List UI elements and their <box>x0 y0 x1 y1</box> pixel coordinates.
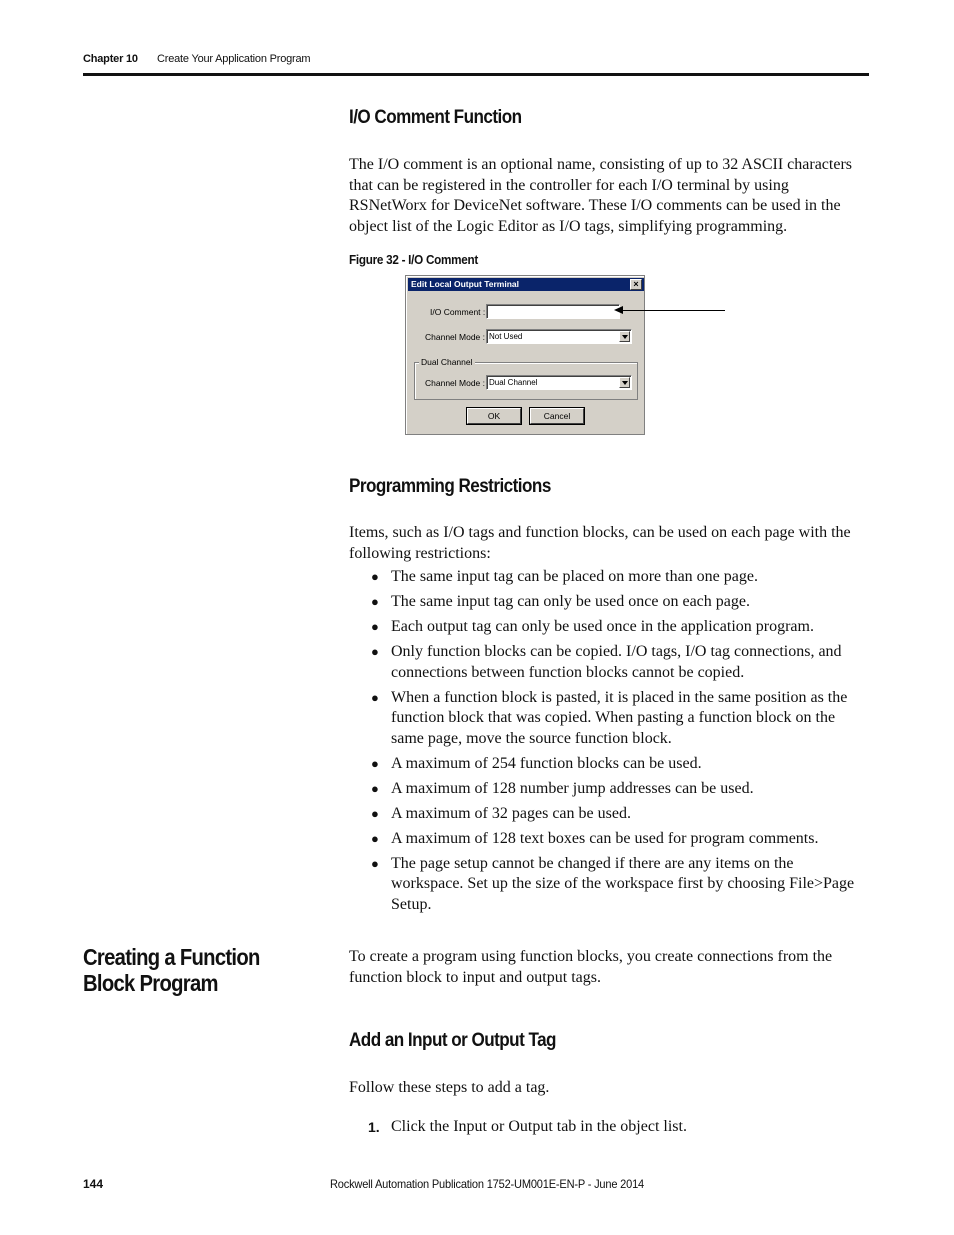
list-item <box>349 688 869 750</box>
io-comment-input[interactable] <box>486 304 620 319</box>
header-rule <box>83 73 869 76</box>
dual-channel-mode-select[interactable] <box>486 375 632 390</box>
list-item <box>349 779 869 800</box>
dual-channel-mode-value: Dual Channel <box>489 378 538 387</box>
list-item-text: Only function blocks can be copied. I/O tags, I/O tag connections, and connections between function blocks cannot be copied. <box>391 643 842 681</box>
chapter-label: Chapter 10 <box>83 53 138 65</box>
bullet-icon: ● <box>371 619 379 634</box>
dual-channel-mode-label: Channel Mode : <box>425 378 486 388</box>
edit-output-terminal-dialog <box>405 275 645 435</box>
list-item-text: Each output tag can only be used once in the application program. <box>391 618 814 635</box>
list-item-text: When a function block is pasted, it is placed in the same position as the function block that was copied. When pasting a function block on the same page, move the source function block. <box>391 688 848 747</box>
cancel-button[interactable]: Cancel <box>530 408 584 424</box>
add-tag-body: Follow these steps to add a tag. <box>349 1079 550 1096</box>
dialog-title: Edit Local Output Terminal <box>411 279 519 289</box>
list-item-text: A maximum of 128 number jump addresses can be used. <box>391 779 754 797</box>
page-number: 144 <box>83 1177 104 1191</box>
chevron-down-icon[interactable] <box>619 331 630 342</box>
bullet-icon: ● <box>371 644 379 659</box>
list-item <box>349 567 869 588</box>
dual-channel-group-label: Dual Channel <box>421 357 473 367</box>
list-item-text: A maximum of 254 function blocks can be used. <box>391 754 702 772</box>
chevron-down-icon[interactable] <box>619 377 630 388</box>
bullet-icon: ● <box>371 755 379 771</box>
list-item-text: A maximum of 128 text boxes can be used for program comments. <box>391 829 819 847</box>
close-icon[interactable]: × <box>630 279 642 290</box>
ok-button[interactable]: OK <box>467 408 521 424</box>
bullet-icon: ● <box>371 830 379 846</box>
io-comment-heading: I/O Comment Function <box>349 107 522 128</box>
step-text: Click the Input or Output tab in the object list. <box>391 1118 687 1135</box>
list-item <box>349 617 869 638</box>
list-item-text: The same input tag can be placed on more than one page. <box>391 568 758 585</box>
callout-line <box>618 310 725 311</box>
bullet-icon: ● <box>371 855 379 871</box>
list-item-text: The page setup cannot be changed if there are any items on the workspace. Set up the size of the workspace first by choosing File>Page Setup. <box>391 854 855 913</box>
chapter-title: Create Your Application Program <box>157 53 311 65</box>
bullet-icon: ● <box>371 780 379 796</box>
publication-info: Rockwell Automation Publication 1752-UM001E-EN-P - June 2014 <box>330 1177 645 1191</box>
bullet-icon: ● <box>371 689 379 705</box>
callout-arrow-icon <box>614 306 623 314</box>
restrictions-list <box>349 567 869 920</box>
figure-caption: Figure 32 - I/O Comment <box>349 252 479 267</box>
list-item <box>349 829 869 850</box>
list-item <box>349 754 869 775</box>
restrictions-heading: Programming Restrictions <box>349 476 551 497</box>
bullet-icon: ● <box>371 594 379 609</box>
list-item <box>349 804 869 825</box>
step-number: 1. <box>368 1119 380 1135</box>
list-item-text: A maximum of 32 pages can be used. <box>391 804 631 822</box>
add-tag-heading: Add an Input or Output Tag <box>349 1030 556 1051</box>
channel-mode-select[interactable] <box>486 329 632 344</box>
list-item <box>349 592 869 613</box>
channel-mode-label: Channel Mode : <box>425 332 486 342</box>
creating-body: To create a program using function blocks, you create connections from the function block to input and output tags. <box>349 948 833 986</box>
io-comment-body: The I/O comment is an optional name, consisting of up to 32 ASCII characters that can be registered in the controller for each I/O terminal by using RSNetWorx for DeviceNet software. These I/O comments can be used in the object list of the Logic Editor as I/O tags, simplifying programming. <box>349 156 852 235</box>
bullet-icon: ● <box>371 805 379 821</box>
channel-mode-value: Not Used <box>489 332 523 341</box>
list-item <box>349 854 869 916</box>
dialog-titlebar <box>408 278 644 291</box>
list-item-text: The same input tag can only be used once on each page. <box>391 593 750 610</box>
bullet-icon: ● <box>371 569 379 584</box>
creating-heading: Creating a Function Block Program <box>83 944 260 996</box>
list-item <box>349 642 869 683</box>
restrictions-intro: Items, such as I/O tags and function blocks, can be used on each page with the following restrictions: <box>349 524 851 562</box>
io-comment-label: I/O Comment : <box>430 307 486 317</box>
